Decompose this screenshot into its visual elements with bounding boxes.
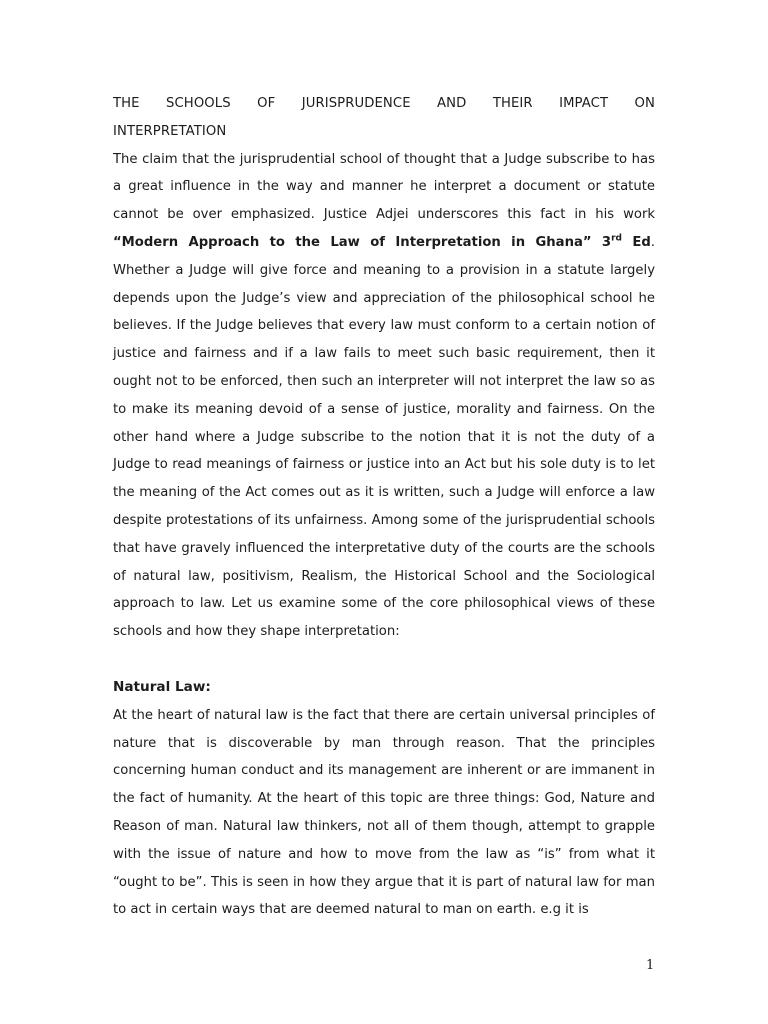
page-number: 1	[646, 958, 655, 973]
document-body	[113, 90, 655, 924]
intro-paragraph	[113, 146, 655, 646]
edition-label: Ed	[621, 234, 651, 250]
edition-superscript: rd	[611, 233, 622, 244]
intro-text-after-reference: . Whether a Judge will give force and meaning to a provision in a statute largely depends upon the Judge’s view and appreciation of the philosophical school he believes. If the Judge believes that every law must conform to a certain notion of justice and fairness and if a law fails to meet such basic requirement, then it ought not to be enforced, then such an interpreter will not interpret the law so as to make its meaning devoid of a sense of justice, morality and fairness. On the other hand where a Judge subscribe to the notion that it is not the duty of a Judge to read meanings of fairness or justice into an Act but his sole duty is to let the meaning of the Act comes out as it is written, such a Judge will enforce a law despite protestations of its unfairness. Among some of the jurisprudential schools that have gravely influenced the interpretative duty of the courts are the schools of natural law, positivism, Realism, the Historical School and the Sociological approach to law. Let us examine some of the core philosophical views of these schools and how they shape interpretation:	[113, 234, 655, 640]
natural-law-paragraph: At the heart of natural law is the fact that there are certain universal principles of nature that is discoverable by man through reason. That the principles concerning human conduct and its management are inherent or are immanent in the fact of humanity. At the heart of this topic are three things: God, Nature and Reason of man. Natural law thinkers, not all of them though, attempt to grapple with the issue of nature and how to move from the law as “is” from what it “ought to be”. This is seen in how they argue that it is part of natural law for man to act in certain ways that are deemed natural to man on earth. e.g it is	[113, 707, 655, 918]
book-reference	[113, 235, 651, 250]
intro-text-before-reference: The claim that the jurisprudential school of thought that a Judge subscribe to has a great influence in the way and manner he interpret a document or statute cannot be over emphasized. Justice Adjei underscores this fact in his work	[113, 151, 655, 223]
document-title: THE SCHOOLS OF JURISPRUDENCE AND THEIR IMPACT ON INTERPRETATION	[113, 96, 655, 139]
book-reference-title: “Modern Approach to the Law of Interpretation in Ghana” 3	[113, 234, 612, 250]
section-heading-natural-law: Natural Law:	[113, 678, 211, 695]
